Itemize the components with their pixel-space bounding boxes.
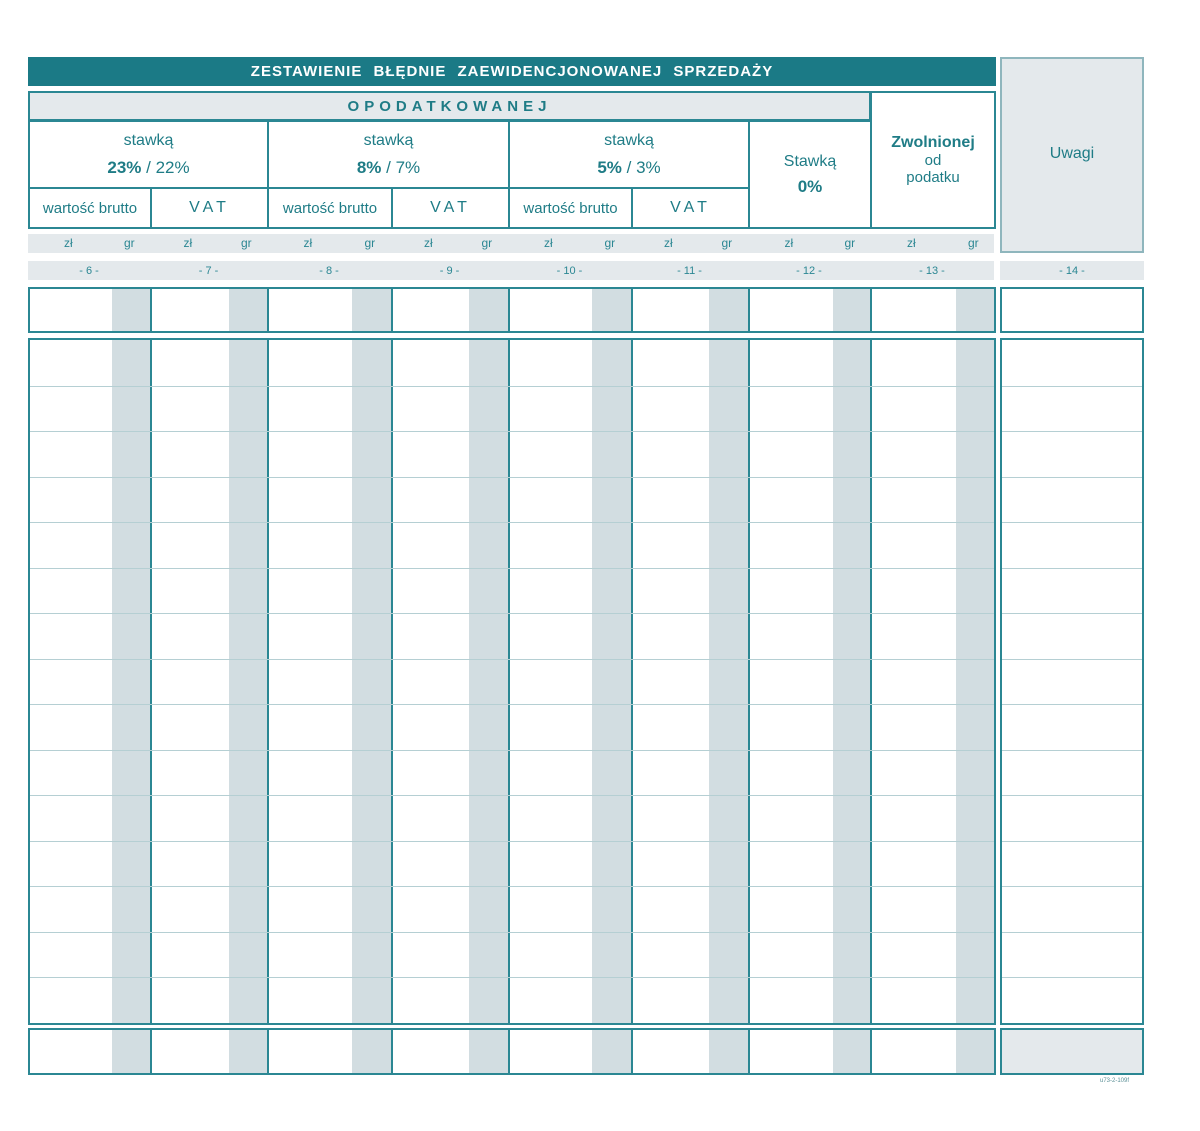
grosz-label: gr bbox=[604, 236, 616, 250]
row-divider bbox=[1002, 613, 1142, 614]
grosz-column-shade bbox=[956, 340, 994, 1023]
currency-unit-cell bbox=[748, 234, 870, 253]
currency-unit-cell bbox=[267, 234, 391, 253]
row-divider bbox=[1002, 386, 1142, 387]
grosz-column-shade bbox=[229, 340, 267, 1023]
grosz-column-shade bbox=[112, 289, 150, 331]
zero-rate-header bbox=[748, 120, 872, 229]
remarks-label: Uwagi bbox=[1049, 145, 1095, 162]
zloty-label: zł bbox=[424, 236, 433, 250]
gross-value-header-5 bbox=[508, 187, 633, 229]
rate-label: stawką bbox=[604, 131, 654, 149]
rate-main: 5% bbox=[597, 157, 622, 177]
grosz-label: gr bbox=[124, 236, 135, 250]
grosz-column-shade bbox=[352, 289, 391, 331]
form-code: u73-2-109f bbox=[1100, 1078, 1130, 1084]
gross-value-label: wartość brutto bbox=[42, 199, 138, 217]
grosz-column-shade bbox=[469, 1030, 508, 1073]
vat-label: VAT bbox=[670, 199, 711, 216]
rate-label: stawką bbox=[123, 131, 174, 149]
grosz-label: gr bbox=[844, 236, 856, 250]
vat-header-5 bbox=[631, 187, 750, 229]
currency-unit-cell bbox=[870, 234, 994, 253]
gross-value-label: wartość brutto bbox=[282, 199, 378, 217]
grosz-column-shade bbox=[469, 289, 508, 331]
rate-group-5 bbox=[508, 120, 750, 189]
grosz-column-shade bbox=[112, 1030, 150, 1073]
row-divider bbox=[30, 386, 994, 387]
rate-main: 23% bbox=[107, 157, 142, 177]
row-divider bbox=[30, 613, 994, 614]
grosz-column-shade bbox=[229, 289, 267, 331]
zero-rate-label: Stawką bbox=[783, 152, 837, 170]
row-divider bbox=[30, 977, 994, 978]
zloty-label: zł bbox=[64, 236, 73, 250]
row-divider bbox=[1002, 886, 1142, 887]
zero-rate-value: 0% bbox=[797, 176, 823, 196]
row-divider bbox=[30, 750, 994, 751]
row-divider bbox=[30, 568, 994, 569]
row-divider bbox=[1002, 522, 1142, 523]
rate-group-23 bbox=[28, 120, 269, 189]
exempt-line2: od bbox=[924, 152, 942, 169]
column-number: - 13 - bbox=[870, 261, 994, 280]
grosz-column-shade bbox=[833, 1030, 870, 1073]
taxed-label: OPODATKOWANEJ bbox=[347, 97, 552, 115]
grosz-column-shade bbox=[352, 340, 391, 1023]
row-divider bbox=[30, 659, 994, 660]
grosz-column-shade bbox=[592, 1030, 631, 1073]
form-title bbox=[28, 57, 996, 86]
grosz-column-shade bbox=[956, 289, 994, 331]
row-divider bbox=[1002, 841, 1142, 842]
zloty-label: zł bbox=[784, 236, 794, 250]
vat-header-23 bbox=[150, 187, 269, 229]
grosz-column-shade bbox=[709, 1030, 748, 1073]
column-number: - 9 - bbox=[391, 261, 508, 280]
column-number: - 12 - bbox=[748, 261, 870, 280]
row-divider bbox=[1002, 568, 1142, 569]
grosz-column-shade bbox=[956, 1030, 994, 1073]
rate-main: 8% bbox=[356, 157, 382, 177]
vat-header-8 bbox=[391, 187, 510, 229]
currency-unit-cell bbox=[391, 234, 508, 253]
grosz-column-shade bbox=[592, 289, 631, 331]
row-divider bbox=[1002, 795, 1142, 796]
grosz-label: gr bbox=[364, 236, 376, 250]
row-divider bbox=[30, 522, 994, 523]
grosz-column-shade bbox=[709, 340, 748, 1023]
row-divider bbox=[30, 795, 994, 796]
row-divider bbox=[1002, 932, 1142, 933]
taxed-header bbox=[28, 91, 871, 121]
vat-label: VAT bbox=[189, 199, 230, 216]
zloty-label: zł bbox=[303, 236, 313, 250]
grosz-column-shade bbox=[709, 289, 748, 331]
column-number: - 10 - bbox=[508, 261, 631, 280]
carry-over-row-remarks-cell[interactable] bbox=[1000, 287, 1144, 333]
zloty-label: zł bbox=[907, 236, 916, 250]
grosz-column-shade bbox=[112, 340, 150, 1023]
row-divider bbox=[1002, 977, 1142, 978]
column-number: - 11 - bbox=[631, 261, 748, 280]
vat-label: VAT bbox=[430, 199, 471, 216]
currency-unit-cell bbox=[150, 234, 267, 253]
remarks-header bbox=[1000, 57, 1144, 253]
row-divider bbox=[30, 932, 994, 933]
exempt-line1: Zwolnionej bbox=[891, 134, 975, 151]
grosz-column-shade bbox=[352, 1030, 391, 1073]
grosz-label: gr bbox=[481, 236, 493, 250]
row-divider bbox=[1002, 431, 1142, 432]
grosz-label: gr bbox=[241, 236, 252, 250]
gross-value-header-8 bbox=[267, 187, 393, 229]
rate-alt: / 3% bbox=[621, 157, 661, 177]
row-divider bbox=[30, 886, 994, 887]
column-number: - 14 - bbox=[1000, 261, 1144, 280]
rate-label: stawką bbox=[363, 131, 414, 149]
row-divider bbox=[30, 431, 994, 432]
exempt-line3: podatku bbox=[906, 169, 960, 186]
grosz-column-shade bbox=[833, 289, 870, 331]
form-title-text: ZESTAWIENIE BŁĘDNIE ZAEWIDENCJONOWANEJ SPRZEDAŻY bbox=[250, 63, 774, 80]
zloty-label: zł bbox=[544, 236, 553, 250]
gross-value-header-23 bbox=[28, 187, 152, 229]
row-divider bbox=[1002, 704, 1142, 705]
rate-alt: / 7% bbox=[381, 157, 421, 177]
row-divider bbox=[30, 704, 994, 705]
exempt-header bbox=[870, 91, 996, 229]
row-divider bbox=[1002, 477, 1142, 478]
totals-row-remarks-cell[interactable] bbox=[1000, 1028, 1144, 1075]
currency-unit-cell bbox=[508, 234, 631, 253]
row-divider bbox=[1002, 750, 1142, 751]
grosz-column-shade bbox=[592, 340, 631, 1023]
entry-row-remarks-cell[interactable] bbox=[1000, 338, 1144, 1025]
column-number: - 6 - bbox=[28, 261, 150, 280]
row-divider bbox=[1002, 659, 1142, 660]
gross-value-label: wartość brutto bbox=[523, 199, 618, 217]
grosz-column-shade bbox=[469, 340, 508, 1023]
grosz-label: gr bbox=[721, 236, 733, 250]
zloty-label: zł bbox=[183, 236, 193, 250]
grosz-label: gr bbox=[968, 236, 979, 250]
currency-unit-cell bbox=[631, 234, 748, 253]
rate-alt: / 22% bbox=[141, 157, 190, 177]
currency-unit-cell bbox=[28, 234, 150, 253]
zloty-label: zł bbox=[664, 236, 673, 250]
column-number: - 8 - bbox=[267, 261, 391, 280]
row-divider bbox=[30, 841, 994, 842]
rate-group-8 bbox=[267, 120, 510, 189]
grosz-column-shade bbox=[833, 340, 870, 1023]
grosz-column-shade bbox=[229, 1030, 267, 1073]
row-divider bbox=[30, 477, 994, 478]
column-number: - 7 - bbox=[150, 261, 267, 280]
